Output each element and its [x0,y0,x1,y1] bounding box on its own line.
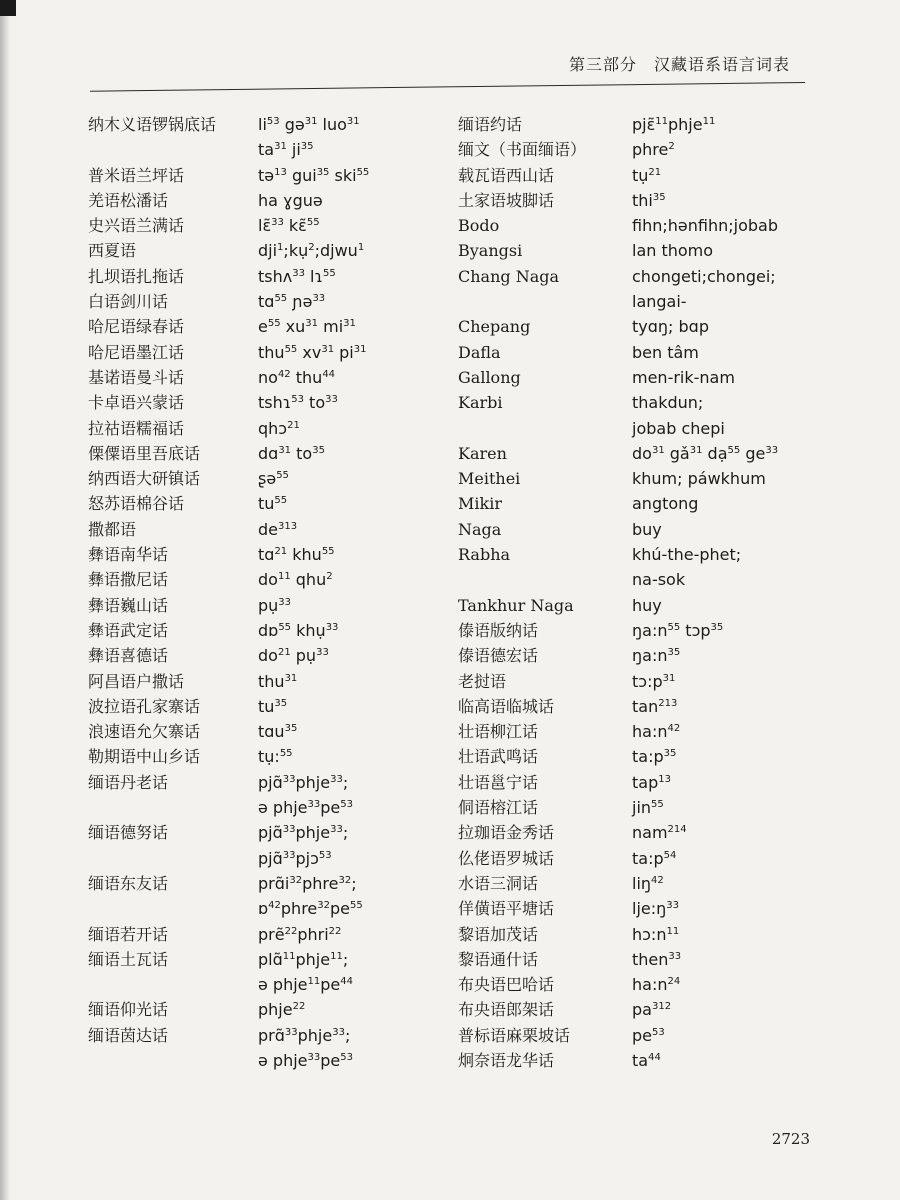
word-form: thu$^{31}$ [258,671,298,691]
word-form: $ŋa:n^{35}$ [632,646,681,666]
language-name: 土家语坡脚话 [458,190,555,210]
language-name: 佯僙语平塘话 [458,899,555,919]
word-form: $ha:n^{24}$ [632,975,681,995]
word-form: thi$^{35}$ [632,190,666,210]
language-name: 侗语榕江话 [458,798,539,818]
word-form: ʂə$^{55}$ [258,469,289,489]
language-name: 普米语兰坪话 [88,165,185,185]
language-name: 缅语东友话 [88,873,169,893]
language-name: 纳西语大研镇话 [88,469,201,489]
language-name: Chepang [458,317,531,337]
column-forms-left [258,112,448,1073]
language-name: 波拉语孔家寨话 [88,696,201,716]
language-name: 缅语丹老话 [88,772,169,792]
word-form: pjɑ̃$^{33}$pjɔ$^{53}$ [258,848,332,868]
word-form: dɒ$^{55}$ khụ$^{33}$ [258,620,339,640]
word-form: tɑ$^{21}$ khu$^{55}$ [258,545,335,565]
language-name: 壮语邕宁话 [458,772,539,792]
word-form: buy [632,519,662,539]
language-name: 布央语巴哈话 [458,975,555,995]
language-name: 彝语撒尼话 [88,570,169,590]
language-name: Meithei [458,469,521,489]
language-name: 纳木义语锣锅底话 [88,115,217,134]
word-form: ə $phje^{33}pe^{53}$ [258,1050,353,1070]
header-title: 第三部分 汉藏语系语言词表 [568,55,790,74]
language-name: Bodo [458,216,500,236]
word-form: ə $phje^{11}pe^{44}$ [258,975,353,995]
language-name: 缅语土瓦话 [88,949,169,969]
language-name: 壮语武鸣话 [458,747,539,767]
language-name: Mikir [458,494,502,514]
language-name: 彝语南华话 [88,545,169,565]
word-form: khú-the-phet; [632,545,742,565]
language-name: 炯奈语龙华话 [458,1050,555,1070]
word-form: $ta:p^{35}$ [632,747,677,767]
word-form: khum; páwkhum [632,469,766,489]
word-form: phre$^2$ [632,140,675,160]
language-name: 缅语若开话 [88,924,169,944]
word-form: pjɑ̃$^{33}$phje$^{33}$; [258,772,349,792]
word-form: pụ$^{33}$ [258,595,292,615]
language-name: 拉祜语糯福话 [88,418,185,438]
word-form: ben tâm [632,342,699,362]
language-name [88,846,248,871]
word-form: $\tan^{213}$ [632,696,678,716]
language-name: 仫佬语罗城话 [458,848,555,868]
language-name: 撒都语 [88,519,137,539]
word-form: $lje:ŋ^{33}$ [632,899,679,919]
language-name: 黎语加茂话 [458,924,539,944]
language-name: 基诺语曼斗话 [88,367,185,387]
word-form: tshɿ$^{53}$ $to^{33}$ [258,393,338,413]
word-form: pjɑ̃$^{33}$phje$^{33}$; [258,823,349,843]
word-form: jobab chepi [632,418,725,438]
word-form: jin$^{55}$ [632,798,664,818]
language-name: Karbi [458,393,503,413]
language-name: 临高语临城话 [458,696,555,716]
word-form: nam$^{214}$ [632,823,687,843]
language-name: 普标语麻栗坡话 [458,1025,571,1045]
language-name: Naga [458,519,502,539]
word-form: tụ$^{21}$ [632,165,662,185]
word-form: $ŋa:n^{55}$ tɔp$^{35}$ [632,620,724,640]
word-form: $hɔ:n^{11}$ [632,924,680,944]
language-name: 彝语巍山话 [88,595,169,615]
word-form: $prɑ̃i^{32}phre^{32}$; [258,873,357,893]
language-name: 彝语喜德话 [88,646,169,666]
word-form: dji$^1$;kụ$^2$;djwu$^1$ [258,241,365,261]
language-name [88,795,248,820]
language-name: Tankhur Naga [458,595,574,615]
word-form: pjɛ̃$^{11}$phje$^{11}$ [632,115,716,134]
word-form: tyɑŋ; bɑp [632,317,709,337]
language-name: 载瓦语西山话 [458,165,555,185]
language-name: 傣语德宏话 [458,646,539,666]
language-name: 哈尼语墨江话 [88,342,185,362]
language-name: 傣语版纳话 [458,620,539,640]
language-name: 怒苏语棉谷话 [88,494,185,514]
page-header [0,0,900,95]
language-name [458,416,628,441]
word-form: prẽ$^{22}$phri$^{22}$ [258,924,342,944]
page-number: 2723 [771,1130,810,1148]
word-form: prɑ̃$^{33}$phje$^{33}$; [258,1025,351,1045]
header-rule [90,82,805,92]
column-language-names-left [88,112,248,1073]
word-form: then$^{33}$ [632,949,682,969]
word-form: qhɔ$^{21}$ [258,418,300,438]
word-form: lɛ̃$^{33}$ kɛ̃$^{55}$ [258,216,320,236]
word-form: $ta:p^{54}$ [632,848,677,868]
word-form: tshʌ$^{33}$ lɿ$^{55}$ [258,266,336,286]
word-form: ə $phje^{33}pe^{53}$ [258,798,353,818]
word-form: tap$^{13}$ [632,772,671,792]
word-form: $do^{31}$ $gǎ^{31}$ dạ$^{55}$ $ge^{33}$ [632,443,779,463]
language-name: 浪速语允欠寨话 [88,722,201,742]
word-form: phje$^{22}$ [258,1000,306,1020]
language-name: 壮语柳江话 [458,722,539,742]
word-form: $tu^{35}$ [258,696,288,716]
word-form: thakdun; [632,393,704,413]
page-edge-shadow [0,0,10,1200]
language-name: 水语三洞话 [458,873,539,893]
column-language-names-right [458,112,628,1073]
word-form: plɑ̃$^{11}$phje$^{11}$; [258,949,349,969]
word-form: $ha:n^{42}$ [632,722,681,742]
word-form: angtong [632,494,699,514]
language-name: 缅语德努话 [88,823,169,843]
column-forms-right [632,112,832,1073]
language-name: Dafla [458,342,501,362]
language-name: 缅语约话 [458,115,523,134]
word-form: tɑu$^{35}$ [258,722,298,742]
word-form: $do^{21}$ pụ$^{33}$ [258,646,329,666]
language-name: 卡卓语兴蒙话 [88,393,185,413]
language-name [88,896,248,921]
word-form: $ɒ^{42}phre^{32}pe^{55}$ [258,899,363,919]
word-form: $ta^{31}$ $ji^{35}$ [258,140,314,160]
language-name [458,289,628,314]
language-name: Chang Naga [458,266,560,286]
language-name: 傈僳语里吾底话 [88,443,201,463]
word-form: $tɔ:p^{31}$ [632,671,676,691]
word-form: thu$^{55}$ $xv^{31}$ $pi^{31}$ [258,342,367,362]
word-form: $pa^{312}$ [632,1000,672,1020]
language-name: Gallong [458,367,521,387]
language-name: 缅语仰光话 [88,1000,169,1020]
word-form: liŋ$^{42}$ [632,873,664,893]
word-form: tɑ$^{55}$ ɲə$^{33}$ [258,292,326,312]
word-form: lan thomo [632,241,714,261]
language-name: 阿昌语户撒话 [88,671,185,691]
language-name: 缅文（书面缅语） [458,140,587,160]
word-form: $li^{53}$ gə$^{31}$ luo$^{31}$ [258,115,360,134]
word-form: $tu^{55}$ [258,494,288,514]
language-name: Karen [458,443,507,463]
language-name: 老挝语 [458,671,507,691]
language-name: 史兴语兰满话 [88,216,185,236]
word-form: $e^{55}$ $xu^{31}$ $mi^{31}$ [258,317,356,337]
language-name: 布央语郎架话 [458,1000,555,1020]
language-name: 勒期语中山乡话 [88,747,201,767]
word-form: $no^{42}$ thu$^{44}$ [258,367,336,387]
word-form: $do^{11}$ qhu$^2$ [258,570,333,590]
language-name: 西夏语 [88,241,137,261]
language-name [88,972,248,997]
word-form: $pe^{53}$ [632,1025,665,1045]
language-name: 哈尼语绿春话 [88,317,185,337]
language-name: 彝语武定话 [88,620,169,640]
word-form: langai- [632,292,687,312]
language-name: 拉珈语金秀话 [458,823,555,843]
word-form: fihn;hənfihn;jobab [632,216,778,236]
language-name: Byangsi [458,241,523,261]
language-name: 黎语通什话 [458,949,539,969]
language-name: 白语剑川话 [88,292,169,312]
language-name [88,137,248,162]
word-form: ha ɣguə [258,190,323,210]
word-form: tə$^{13}$ gui$^{35}$ ski$^{55}$ [258,165,370,185]
word-form: $ta^{44}$ [632,1050,661,1070]
language-name: 缅语茵达话 [88,1025,169,1045]
word-form: na-sok [632,570,686,590]
language-name [88,1048,248,1073]
word-form: $de^{313}$ [258,519,298,539]
language-name: 羌语松潘话 [88,190,169,210]
language-name [458,567,628,592]
word-form: chongeti;chongei; [632,266,776,286]
word-form: tụ:$^{55}$ [258,747,293,767]
language-name: 扎坝语扎拖话 [88,266,185,286]
language-name: Rabha [458,545,511,565]
word-form: men-rik-nam [632,367,735,387]
word-form: dɑ$^{31}$ $to^{35}$ [258,443,325,463]
word-form: huy [632,595,662,615]
